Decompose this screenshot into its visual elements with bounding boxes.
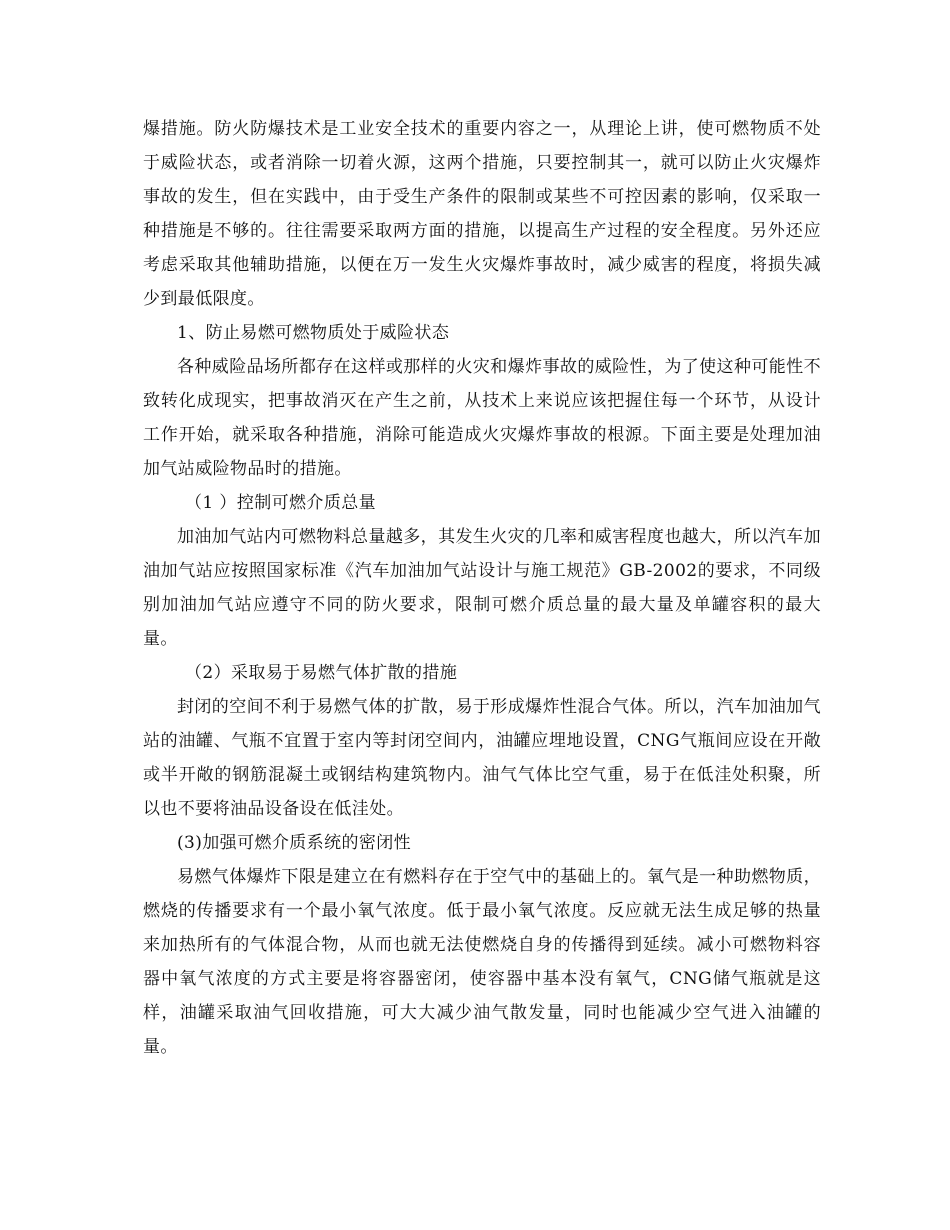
body-paragraph: 各种威险品场所都存在这样或那样的火灾和爆炸事故的威险性，为了使这种可能性不致转化成现实，把事故消灭在产生之前，从技术上来说应该把握住每一个环节，从设计工作开始，就采取各种措施，消除可能造成火灾爆炸事故的根源。下面主要是处理加油加气站威险物品时的措施。 [143,357,821,479]
document-body [143,112,821,1064]
subsection-heading: （2）采取易于易燃气体扩散的措施 [185,663,458,683]
body-paragraph: 加油加气站内可燃物料总量越多，其发生火灾的几率和威害程度也越大，所以汽车加油加气站应按照国家标准《汽车加油加气站设计与施工规范》GB-2002的要求，不同级别加油加气站应遵守不同的防火要求，限制可燃介质总量的最大量及单罐容积的最大量。 [143,527,821,649]
body-paragraph: 爆措施。防火防爆技术是工业安全技术的重要内容之一，从理论上讲，使可燃物质不处于威险状态，或者消除一切着火源，这两个措施，只要控制其一，就可以防止火灾爆炸事故的发生，但在实践中，由于受生产条件的限制或某些不可控因素的影响，仅采取一种措施是不够的。往往需要采取两方面的措施，以提高生产过程的安全程度。另外还应考虑采取其他辅助措施，以便在万一发生火灾爆炸事故时，减少威害的程度，将损失减少到最低限度。 [143,119,821,309]
subsection-heading: (3)加强可燃介质系统的密闭性 [177,833,412,853]
section-heading: 1、防止易燃可燃物质处于威险状态 [177,323,450,343]
body-paragraph: 封闭的空间不利于易燃气体的扩散，易于形成爆炸性混合气体。所以，汽车加油加气站的油罐、气瓶不宜置于室内等封闭空间内，油罐应埋地设置，CNG气瓶间应设在开敞或半开敞的钢筋混凝土或钢结构建筑物内。油气气体比空气重，易于在低洼处积聚，所以也不要将油品设备设在低洼处。 [143,697,821,819]
subsection-heading: （1 ）控制可燃介质总量 [185,493,377,513]
body-paragraph: 易燃气体爆炸下限是建立在有燃料存在于空气中的基础上的。氧气是一种助燃物质，燃烧的传播要求有一个最小氧气浓度。低于最小氧气浓度。反应就无法生成足够的热量来加热所有的气体混合物，从而也就无法使燃烧自身的传播得到延续。减小可燃物料容器中氧气浓度的方式主要是将容器密闭，使容器中基本没有氧气，CNG储气瓶就是这样，油罐采取油气回收措施，可大大减少油气散发量，同时也能减少空气进入油罐的量。 [143,867,821,1057]
